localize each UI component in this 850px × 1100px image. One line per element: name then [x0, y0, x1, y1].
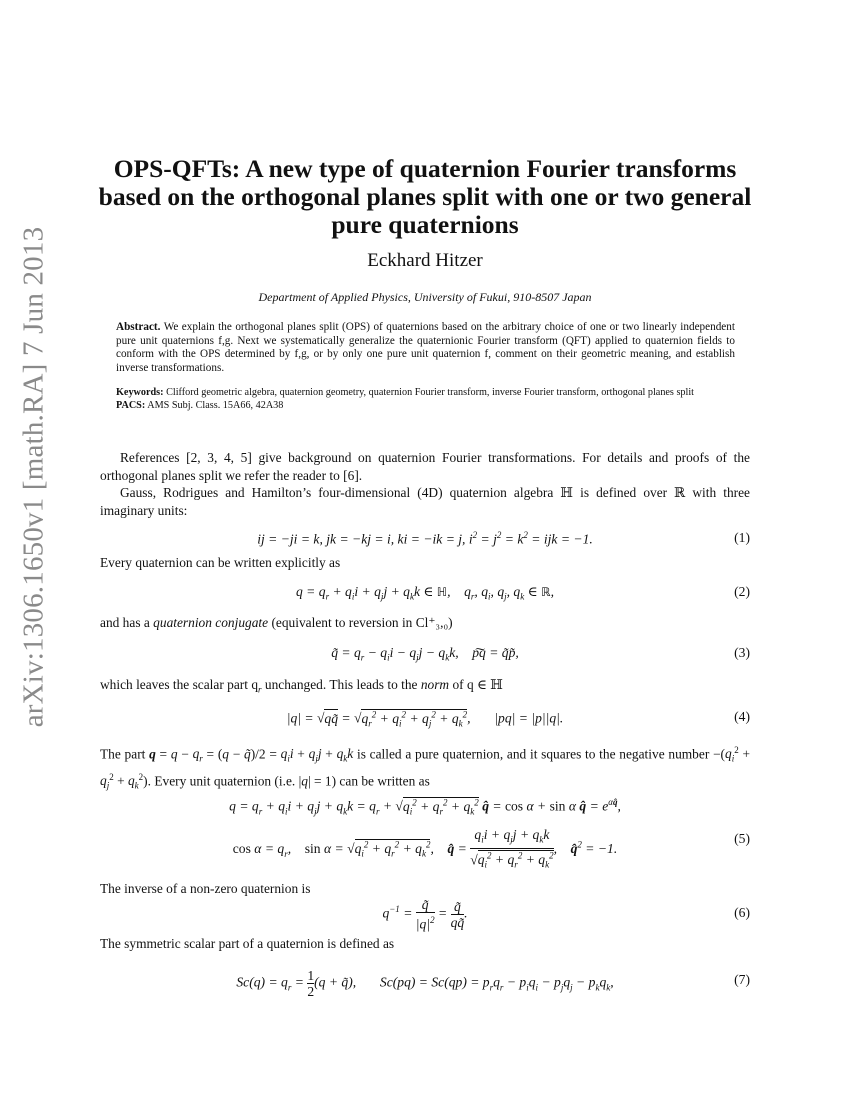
equation-7-number: (7) [734, 972, 750, 987]
keywords-label: Keywords: [116, 387, 164, 398]
arxiv-stamp [14, 226, 54, 728]
equation-6 [100, 897, 750, 931]
equation-5-line-2: $\cos \alpha = q_r$, $\sin \alpha = √q_i^2 + q_r^2 + q_k^2$, q̂ = $\frac{q_ii + q_jj + q_kk}{√q_i^2 + q_r^2 + q_k^2}$ , q̂$^2$ = −1. [100, 827, 750, 873]
text: which leaves the scalar part q [100, 677, 259, 692]
paper-title [95, 155, 755, 239]
keywords-block [116, 387, 735, 412]
equation-5 [100, 797, 750, 870]
equation-7-math: $Sc(q) = q_r$ = $\frac{1}{2}$ (q + q̃), $Sc(pq) = Sc(qp) = p_rq_r - p_iq_i - p_jq_j - p_kq_k$, [236, 968, 614, 999]
affiliation: Department of Applied Physics, University of Fukui, 910-8507 Japan [258, 290, 592, 304]
equation-6-math: $q^{-1}$ = $\frac{q̃}{|q|^2}$ = $\frac{q̃}{qq̃}$ . [382, 897, 468, 932]
subscript: r [258, 684, 262, 695]
paragraph-pure-quaternion: The part $q = q - q_r = (q$ − q̃)/2 = $q_ii + q_jj + q_kk$ is called a pure quaternion, and it squares to the negative number $-(q_i^2 + q_j^2 + q_k^2)$. Every unit quaternion (i.e. |q| = 1) can be written as [100, 745, 751, 791]
abstract-text: We explain the orthogonal planes split (OPS) of quaternions based on the arbitrary choice of one or two linearly independent pure unit quaternions f,g. Next we systematically generalize the quaternionic Fourier transform (QFT) applied to quaternion fields to conform with the OPS determined by f,g, or by only one pure unit quaternion f, comment on their geometric meaning, and establish inverse transformations. [116, 321, 735, 374]
equation-3 [100, 645, 750, 669]
equation-4 [100, 709, 750, 733]
equation-5-number: (5) [734, 831, 750, 846]
paragraph-scalar-part: The symmetric scalar part of a quaternion is defined as [100, 936, 395, 951]
equation-3-math: q̃ = $q_r - q_ii - q_jj - q_kk$, p͠q = q̃p̃, [331, 645, 519, 663]
pacs-label: PACS: [116, 399, 146, 411]
arxiv-stamp-text: arXiv:1306.1650v1 [math.RA] 7 Jun 2013 [17, 226, 50, 728]
equation-5-line-1: $q = q_r + q_ii + q_jj + q_kk = q_r + √q_i^2 + q_r^2 + q_k^2$ q̂ = cos α + sin α q̂ = $e^{\alpha q̂}$, [229, 797, 621, 817]
paragraph-conjugate [100, 614, 750, 632]
emphasis-norm: norm [420, 677, 450, 692]
equation-2-math: $q = q_r + q_ii + q_jj + q_kk$ ∈ ℍ, $q_r$, $q_i$, $q_j$, $q_k$ ∈ ℝ, [295, 584, 555, 602]
paragraph-norm [100, 676, 750, 699]
equation-2 [100, 584, 750, 608]
equation-4-number: (4) [734, 709, 750, 724]
text: unchanged. This leads to the [261, 677, 421, 692]
equation-6-number: (6) [734, 905, 750, 920]
equation-2-number: (2) [734, 584, 750, 599]
text: (equivalent to reversion in Cl⁺₃,₀) [268, 615, 453, 630]
paragraph-inverse: The inverse of a non-zero quaternion is [100, 881, 311, 896]
abstract-label: Abstract. [116, 321, 161, 333]
title-line-2: based on the orthogonal planes split with one or two general [98, 182, 752, 211]
equation-3-number: (3) [734, 645, 750, 660]
emphasis-quaternion-conjugate: quaternion conjugate [153, 615, 269, 630]
paragraph-every-quaternion: Every quaternion can be written explicitly as [100, 555, 341, 570]
abstract [116, 321, 735, 375]
text: of q ∈ ℍ [449, 677, 503, 692]
equation-4-math: |q| = √qq̃ = $√q_r^2 + q_i^2 + q_j^2 + q_k^2$, |pq| = |p||q|. [286, 709, 564, 729]
paragraph-quaternion-algebra: Gauss, Rodrigues and Hamilton’s four-dimensional (4D) quaternion algebra ℍ is defined over ℝ with three imaginary units: [100, 485, 750, 518]
equation-1-number: (1) [734, 530, 750, 545]
equation-7 [100, 968, 750, 1002]
paragraph-references: References [2, 3, 4, 5] give background on quaternion Fourier transformations. For details and proofs of the orthogonal planes split we refer the reader to [6]. [100, 450, 750, 483]
title-line-1: OPS-QFTs: A new type of quaternion Fourier transforms [113, 154, 737, 183]
pacs-text: AMS Subj. Class. 15A66, 42A38 [147, 399, 284, 411]
author: Eckhard Hitzer [367, 250, 483, 271]
text: and has a [100, 615, 154, 630]
equation-1-math: ij = −ji = k, jk = −kj = i, ki = −ik = j, $i^2 = j^2 = k^2$ = ijk = −1. [257, 530, 593, 547]
title-line-3: pure quaternions [331, 210, 519, 239]
keywords-text: Clifford geometric algebra, quaternion geometry, quaternion Fourier transform, inverse Fourier transform, orthogonal planes split [166, 387, 694, 398]
equation-1 [100, 530, 750, 554]
